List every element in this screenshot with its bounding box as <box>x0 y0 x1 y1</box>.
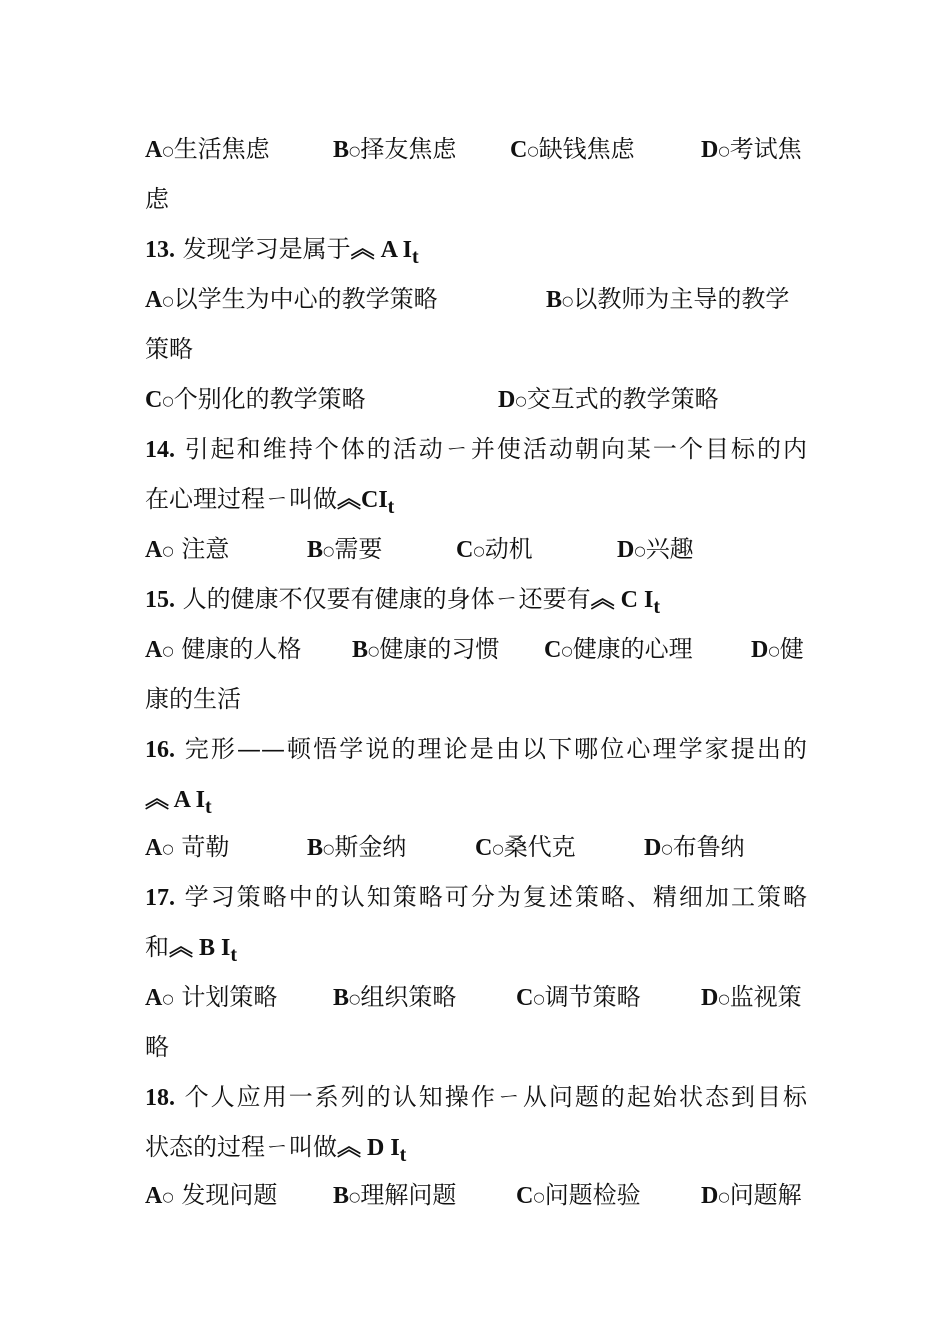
answer-mark: ︽ C I <box>590 587 654 613</box>
option-b: B○以教师为主导的教学 <box>546 285 790 313</box>
option-a: A○ 计划策略 <box>145 983 278 1011</box>
answer-mark: ︽ A I <box>145 787 206 813</box>
answer-mark: ︽ D I <box>337 1135 400 1161</box>
option-b: B○择友焦虑 <box>333 135 457 163</box>
answer-mark: ︽ B I <box>169 935 231 961</box>
option-c: C○缺钱焦虑 <box>510 135 635 163</box>
option-a: A○ 苛勒 <box>145 833 230 861</box>
option-a: A○ 发现问题 <box>145 1181 278 1209</box>
continuation-line: 虑 <box>145 185 169 213</box>
question-14-cont: 在心理过程ㄧ叫做$︽CI_t$ <box>145 485 395 518</box>
option-d: D○交互式的教学策略 <box>498 385 719 413</box>
answer-mark: ︽ A I <box>350 237 412 263</box>
question-13: 13. 发现学习是属于︽ A $I_t$ <box>145 235 419 268</box>
option-a: A○以学生为中心的教学策略 <box>145 285 438 313</box>
option-b: B○需要 <box>307 535 383 563</box>
question-17: 17. 学习策略中的认知策略可分为复述策略、精细加工策略 <box>145 883 807 911</box>
question-18: 18. 个人应用一系列的认知操作ㄧ从问题的起始状态到目标 <box>145 1083 807 1111</box>
question-16: 16. 完形——顿悟学说的理论是由以下哪位心理学家提出的 <box>145 735 807 763</box>
option-d: D○考试焦 <box>701 135 802 163</box>
continuation-line: 略 <box>145 1033 169 1061</box>
option-a: A○ 健康的人格 <box>145 635 302 663</box>
question-14: 14. 引起和维持个体的活动ㄧ并使活动朝向某一个目标的内 <box>145 435 807 463</box>
question-16-cont: ︽ A $I_t$ <box>145 787 212 818</box>
option-c: C○健康的心理 <box>544 635 693 663</box>
question-15: 15. 人的健康不仅要有健康的身体ㄧ还要有︽ C $I_t$ <box>145 585 660 618</box>
answer-mark: ︽CI <box>337 487 388 513</box>
option-a: A○ 注意 <box>145 535 230 563</box>
question-18-cont: 状态的过程ㄧ叫做︽ D $I_t$ <box>145 1133 407 1166</box>
option-c: C○问题检验 <box>516 1181 641 1209</box>
option-b: B○组织策略 <box>333 983 457 1011</box>
option-b: B○健康的习惯 <box>352 635 500 663</box>
option-c: C○动机 <box>456 535 533 563</box>
question-17-cont: 和︽ B $I_t$ <box>145 933 238 966</box>
option-d: D○兴趣 <box>617 535 694 563</box>
option-d: D○监视策 <box>701 983 802 1011</box>
option-d: D○布鲁纳 <box>644 833 745 861</box>
option-b: B○理解问题 <box>333 1181 457 1209</box>
continuation-line: 策略 <box>145 335 193 363</box>
option-b: B○斯金纳 <box>307 833 407 861</box>
option-a: A○生活焦虑 <box>145 135 270 163</box>
option-c: C○调节策略 <box>516 983 641 1011</box>
option-d: D○健 <box>751 635 804 663</box>
option-d: D○问题解 <box>701 1181 802 1209</box>
option-c: C○个别化的教学策略 <box>145 385 366 413</box>
continuation-line: 康的生活 <box>145 685 241 713</box>
option-c: C○桑代克 <box>475 833 576 861</box>
